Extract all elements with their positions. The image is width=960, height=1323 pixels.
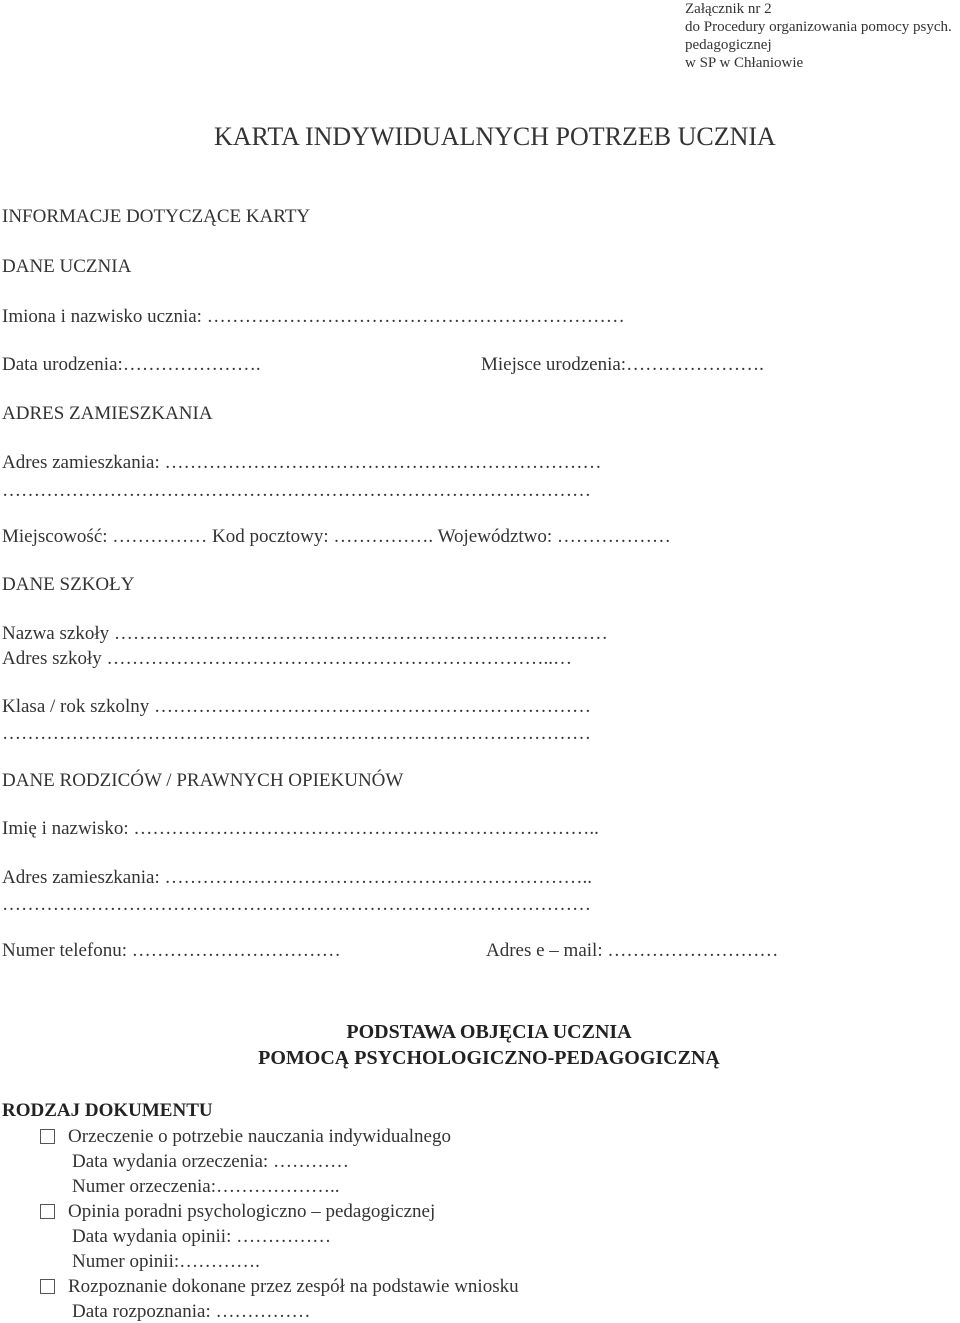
option-opinion[interactable] [40, 1201, 435, 1223]
header-note-line-3: pedagogicznej [685, 37, 772, 53]
pob-row [481, 354, 764, 376]
parent-email-label: Adres e – mail: [486, 940, 603, 961]
checkbox-team-diagnosis[interactable] [40, 1279, 55, 1294]
student-name-row [2, 306, 625, 328]
header-note [685, 0, 952, 72]
checkbox-judgment[interactable] [40, 1129, 55, 1144]
basis-heading-2: POMOCĄ PSYCHOLOGICZNO-PEDAGOGICZNĄ [258, 1047, 720, 1069]
page-title: KARTA INDYWIDUALNYCH POTRZEB UCZNIA [214, 122, 776, 151]
section-student-data: DANE UCZNIA [2, 256, 132, 277]
document-type-heading: RODZAJ DOKUMENTU [2, 1100, 213, 1121]
parent-email-field[interactable]: ……………………… [607, 940, 779, 961]
postal-label: Kod pocztowy: [212, 526, 329, 547]
opinion-date-row [72, 1226, 331, 1248]
section-card-info: INFORMACJE DOTYCZĄCE KARTY [2, 206, 311, 227]
parent-phone-field[interactable]: …………………………… [131, 940, 341, 961]
option-judgment[interactable] [40, 1126, 451, 1148]
parent-address-field-2[interactable]: ………………………………………………………………………………… [2, 894, 591, 915]
school-name-row [2, 623, 608, 645]
header-note-line-4: w SP w Chłaniowie [685, 55, 804, 71]
judgment-date-row [72, 1151, 349, 1173]
opinion-date-label: Data wydania opinii: [72, 1226, 232, 1247]
class-field-1[interactable]: …………………………………………………………… [153, 696, 591, 717]
judgment-date-label: Data wydania orzeczenia: [72, 1151, 269, 1172]
parent-name-field[interactable]: ……………………………………………………………….. [133, 818, 599, 839]
voivodeship-field[interactable]: ……………… [556, 526, 671, 547]
judgment-number-row [72, 1176, 340, 1198]
header-note-line-1: Załącznik nr 2 [685, 1, 772, 17]
dob-row [2, 354, 261, 376]
class-label: Klasa / rok szkolny [2, 696, 150, 717]
address-field-2[interactable]: ………………………………………………………………………………… [2, 480, 591, 501]
voivodeship-label: Województwo: [437, 526, 553, 547]
judgment-number-field[interactable]: ……………….. [216, 1176, 340, 1197]
student-name-field[interactable]: ………………………………………………………… [206, 306, 625, 327]
city-row [2, 526, 671, 548]
parent-name-row [2, 818, 599, 840]
diagnosis-date-field[interactable]: …………… [215, 1301, 311, 1322]
opinion-number-field[interactable]: …………. [179, 1251, 260, 1272]
parent-phone-label: Numer telefonu: [2, 940, 128, 961]
address-row [2, 452, 601, 474]
school-name-label: Nazwa szkoły [2, 623, 110, 644]
address-label: Adres zamieszkania: [2, 452, 160, 473]
school-address-row [2, 648, 572, 670]
section-school: DANE SZKOŁY [2, 574, 135, 595]
section-address: ADRES ZAMIESZKANIA [2, 403, 213, 424]
parent-address-label: Adres zamieszkania: [2, 867, 160, 888]
diagnosis-date-label: Data rozpoznania: [72, 1301, 211, 1322]
parent-address-field-1[interactable]: ………………………………………………………….. [164, 867, 592, 888]
option-opinion-label: Opinia poradni psychologiczno – pedagogicznej [68, 1201, 436, 1222]
school-address-label: Adres szkoły [2, 648, 102, 669]
option-team-diagnosis[interactable] [40, 1276, 519, 1298]
parent-email-row [486, 940, 778, 962]
city-field[interactable]: …………… [112, 526, 208, 547]
checkbox-opinion[interactable] [40, 1204, 55, 1219]
class-row [2, 696, 591, 718]
opinion-date-field[interactable]: …………… [236, 1226, 332, 1247]
section-parents: DANE RODZICÓW / PRAWNYCH OPIEKUNÓW [2, 770, 404, 791]
judgment-date-field[interactable]: ………… [272, 1151, 349, 1172]
student-name-label: Imiona i nazwisko ucznia: [2, 306, 202, 327]
class-field-2[interactable]: ………………………………………………………………………………… [2, 723, 591, 744]
opinion-number-label: Numer opinii: [72, 1251, 180, 1272]
pob-field[interactable]: …………………. [626, 354, 764, 375]
option-judgment-label: Orzeczenie o potrzebie nauczania indywidualnego [68, 1126, 451, 1147]
school-address-field[interactable]: ……………………………………………………………..… [106, 648, 572, 669]
opinion-number-row [72, 1251, 260, 1273]
parent-name-label: Imię i nazwisko: [2, 818, 129, 839]
dob-label: Data urodzenia: [2, 354, 123, 375]
header-note-line-2: do Procedury organizowania pomocy psych. [685, 19, 952, 35]
city-label: Miejscowość: [2, 526, 108, 547]
judgment-number-label: Numer orzeczenia: [72, 1176, 216, 1197]
postal-field[interactable]: ……………. [333, 526, 434, 547]
basis-heading-1: PODSTAWA OBJĘCIA UCZNIA [346, 1021, 632, 1043]
school-name-field[interactable]: …………………………………………………………………… [113, 623, 608, 644]
pob-label: Miejsce urodzenia: [481, 354, 627, 375]
parent-phone-row [2, 940, 341, 962]
diagnosis-date-row [72, 1301, 310, 1323]
parent-address-row [2, 867, 592, 889]
address-field-1[interactable]: …………………………………………………………… [164, 452, 602, 473]
dob-field[interactable]: …………………. [122, 354, 261, 375]
option-team-diagnosis-label: Rozpoznanie dokonane przez zespół na podstawie wniosku [68, 1276, 519, 1297]
